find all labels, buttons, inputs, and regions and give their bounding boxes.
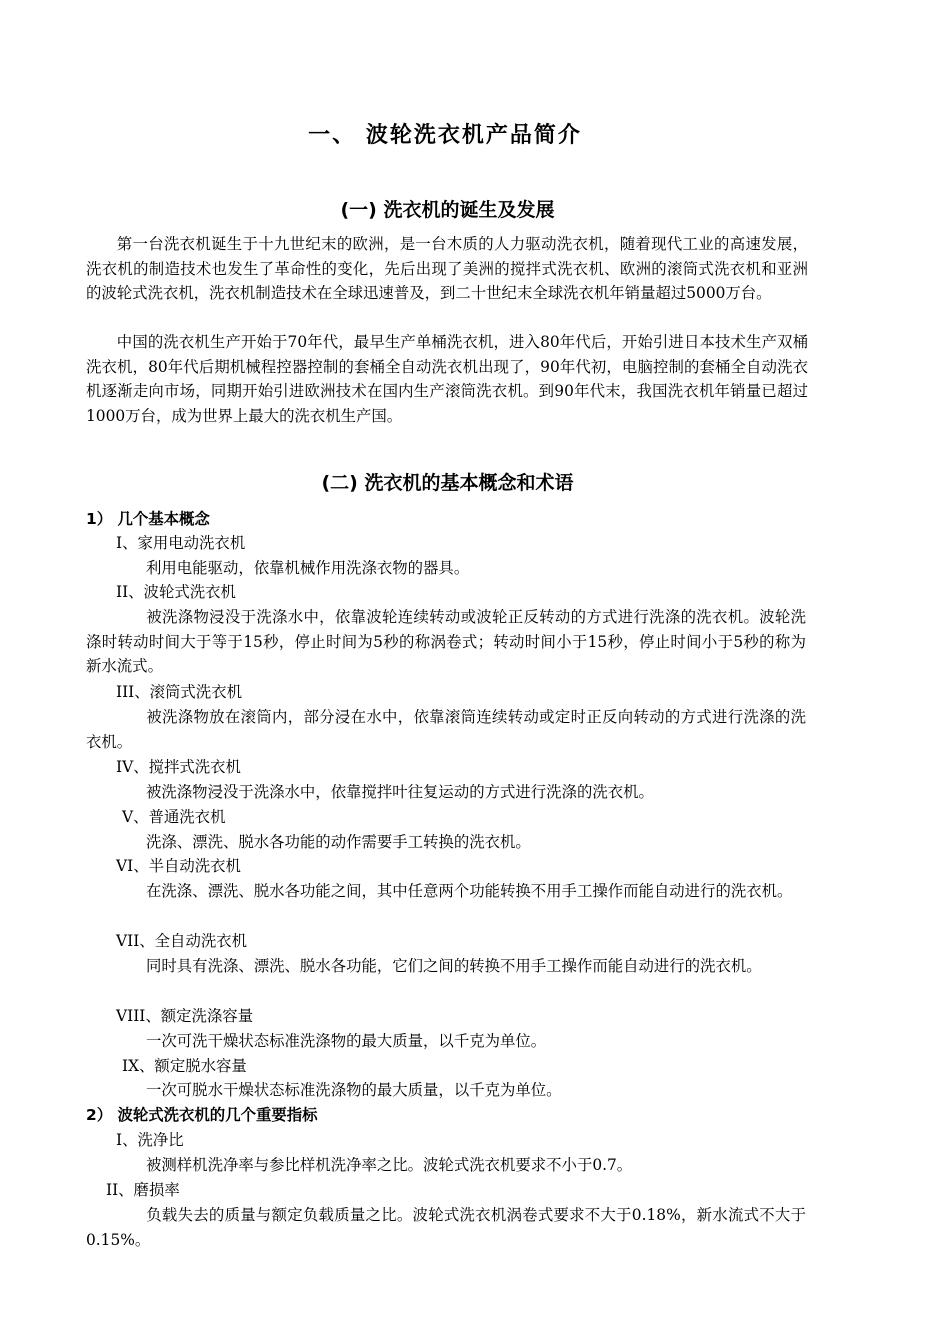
subsection-heading-2: 2） 波轮式洗衣机的几个重要指标 [86,1106,318,1124]
definition-item [86,1203,806,1252]
definition-text: 负载失去的质量与额定负载质量之比。波轮式洗衣机涡卷式要求不大于0.18%，新水流式不大于0.15%。 [86,1206,806,1249]
definition-item [86,879,806,904]
definition-item: 被测样机洗净率与参比样机洗净率之比。波轮式洗衣机要求不小于0.7。 [146,1156,633,1174]
term-item: I、家用电动洗衣机 [116,534,246,552]
definition-item [86,705,806,754]
term-item: II、磨损率 [106,1181,180,1199]
definition-item [86,605,806,679]
paragraph-china: 中国的洗衣机生产开始于70年代，最早生产单桶洗衣机，进入80年代后，开始引进日本技术生产双桶洗衣机，80年代后期机械程控器控制的套桶全自动洗衣机出现了，90年代初，电脑控制的套桶全自动洗衣机逐渐走向市场，同期开始引进欧洲技术在国内生产滚筒洗衣机。到90年代末，我国洗衣机年销量已超过1000万台，成为世界上最大的洗衣机生产国。 [86,333,808,425]
term-item: V、普通洗衣机 [122,808,226,826]
page-title: 一、 波轮洗衣机产品简介 [308,123,582,148]
definition-text: 在洗涤、漂洗、脱水各功能之间，其中任意两个功能转换不用手工操作而能自动进行的洗衣机。 [146,882,793,900]
paragraph-history: 第一台洗衣机诞生于十九世纪末的欧洲，是一台木质的人力驱动洗衣机，随着现代工业的高速发展，洗衣机的制造技术也发生了革命性的变化，先后出现了美洲的搅拌式洗衣机、欧洲的滚筒式洗衣机和亚洲的波轮式洗衣机，洗衣机制造技术在全球迅速普及，到二十世纪末全球洗衣机年销量超过5000万台。 [86,235,808,303]
definition-item: 一次可洗干燥状态标准洗涤物的最大质量，以千克为单位。 [146,1032,547,1050]
term-item: VIII、额定洗涤容量 [116,1007,254,1025]
definition-item [86,954,806,979]
term-item: I、洗净比 [116,1131,184,1149]
definition-text: 被洗涤物浸没于洗涤水中，依靠波轮连续转动或波轮正反转动的方式进行洗涤的洗衣机。波轮洗涤时转动时间大于等于15秒，停止时间为5秒的称涡卷式；转动时间小于15秒，停止时间小于5秒的称为新水流式。 [86,608,806,676]
section-heading-2: (二) 洗衣机的基本概念和术语 [321,472,574,494]
term-item: IX、额定脱水容量 [122,1057,247,1075]
term-item: IV、搅拌式洗衣机 [116,758,241,776]
subsection-heading-1: 1） 几个基本概念 [86,510,210,528]
section-heading-1: (一) 洗衣机的诞生及发展 [340,199,555,221]
term-item: III、滚筒式洗衣机 [116,683,242,701]
definition-text: 同时具有洗涤、漂洗、脱水各功能，它们之间的转换不用手工操作而能自动进行的洗衣机。 [146,957,762,975]
term-item: VII、全自动洗衣机 [116,932,248,950]
definition-item: 利用电能驱动，依靠机械作用洗涤衣物的器具。 [146,559,470,577]
term-item: VI、半自动洗衣机 [116,857,241,875]
definition-item: 洗涤、漂洗、脱水各功能的动作需要手工转换的洗衣机。 [146,833,531,851]
definition-text: 被洗涤物放在滚筒内，部分浸在水中，依靠滚筒连续转动或定时正反向转动的方式进行洗涤的洗衣机。 [86,708,806,751]
definition-item: 被洗涤物浸没于洗涤水中，依靠搅拌叶往复运动的方式进行洗涤的洗衣机。 [146,783,654,801]
definition-item: 一次可脱水干燥状态标准洗涤物的最大质量，以千克为单位。 [146,1081,562,1099]
term-item: II、波轮式洗衣机 [116,583,236,601]
